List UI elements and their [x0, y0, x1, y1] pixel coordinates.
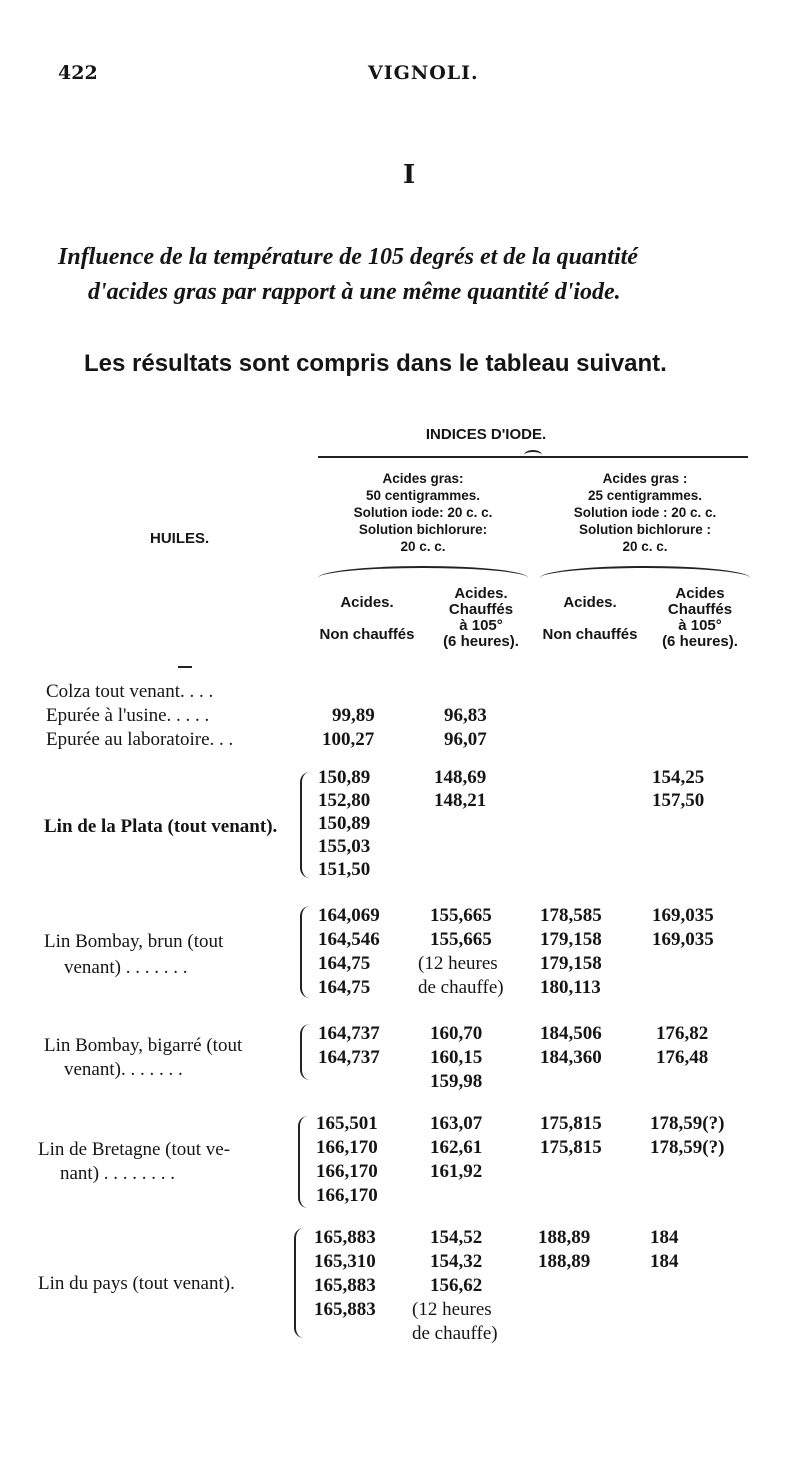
plata-col1: 150,89 152,80 150,89 155,03 151,50 — [318, 767, 371, 880]
running-title: VIGNOLI. — [368, 62, 479, 84]
super-brace-left — [318, 456, 533, 466]
bombay-bigarre-col4: 176,82 176,48 — [656, 1023, 709, 1068]
bombay-brun-col4: 169,035 169,035 — [652, 905, 714, 950]
bretagne-col2: 163,07 162,61 161,92 — [430, 1113, 483, 1182]
brace-pays — [294, 1228, 308, 1338]
super-brace-tip — [524, 450, 542, 460]
group-brace-1 — [318, 566, 528, 578]
oil-label-bretagne-2: nant) . . . . . . . . — [60, 1163, 176, 1184]
header-rule — [178, 666, 192, 668]
bombay-brun-col2: 155,665 155,665 (12 heures de chauffe) — [418, 905, 504, 998]
bombay-bigarre-col1: 164,737 164,737 — [318, 1023, 380, 1068]
oil-label-pays: Lin du pays (tout venant). — [38, 1273, 235, 1294]
value-cell: 96,07 — [444, 729, 487, 750]
oil-label-colza-labo: Epurée au laboratoire. . . — [46, 729, 234, 750]
pays-col3: 188,89 188,89 — [538, 1227, 591, 1272]
section-title-line2: d'acides gras par rapport à une même quantité d'iode. — [88, 279, 621, 305]
oil-label-bretagne: Lin de Bretagne (tout ve- — [38, 1139, 231, 1160]
col-header-2: Acides. Chauffés à 105° (6 heures). — [443, 585, 519, 650]
pays-col2: 154,52 154,32 156,62 (12 heures de chauffe) — [412, 1227, 498, 1344]
oil-label-bombay-bigarre-2: venant). . . . . . . — [64, 1059, 183, 1080]
value-cell: 99,89 — [332, 705, 375, 726]
bretagne-col3: 175,815 175,815 — [540, 1113, 602, 1158]
pays-col4: 184 184 — [650, 1227, 679, 1272]
group-header-25cg: Acides gras : 25 centigrammes. Solution iode : 20 c. c. Solution bichlorure : 20 c. c. — [573, 471, 717, 554]
brace-bombay-brun — [300, 906, 314, 998]
value-cell: 100,27 — [322, 729, 375, 750]
intro-sentence: Les résultats sont compris dans le tableau suivant. — [84, 350, 667, 377]
bombay-brun-col1: 164,069 164,546 164,75 164,75 — [318, 905, 380, 998]
group-brace-2 — [540, 566, 750, 578]
super-header: INDICES D'IODE. — [425, 426, 547, 443]
value-cell: 96,83 — [444, 705, 487, 726]
oil-label-bombay-brun: Lin Bombay, brun (tout — [44, 931, 224, 952]
row-header-huiles: HUILES. — [150, 530, 210, 547]
plata-col4: 154,25 157,50 — [652, 767, 705, 811]
bretagne-col4: 178,59(?) 178,59(?) — [650, 1113, 725, 1158]
super-brace-right — [533, 456, 748, 466]
page-number: 422 — [58, 62, 98, 84]
section-numeral: I — [403, 160, 416, 190]
plata-col2: 148,69 148,21 — [434, 767, 487, 811]
bombay-bigarre-col3: 184,506 184,360 — [540, 1023, 602, 1068]
oil-label-plata: Lin de la Plata (tout venant). — [44, 816, 278, 837]
oil-label-colza-usine: Epurée à l'usine. . . . . — [46, 705, 210, 726]
section-title-line1: Influence de la température de 105 degrés et de la quantité — [58, 244, 638, 270]
brace-bretagne — [298, 1116, 312, 1208]
bombay-brun-col3: 178,585 179,158 179,158 180,113 — [540, 905, 602, 998]
brace-plata — [300, 772, 314, 878]
col-header-3: Acides. Non chauffés — [542, 594, 638, 643]
pays-col1: 165,883 165,310 165,883 165,883 — [314, 1227, 376, 1320]
bombay-bigarre-col2: 160,70 160,15 159,98 — [430, 1023, 483, 1092]
bretagne-col1: 165,501 166,170 166,170 166,170 — [316, 1113, 378, 1206]
oil-label-bombay-brun-2: venant) . . . . . . . — [64, 957, 188, 978]
col-header-1: Acides. Non chauffés — [319, 594, 415, 643]
oil-label-bombay-bigarre: Lin Bombay, bigarré (tout — [44, 1035, 243, 1056]
brace-bombay-bigarre — [300, 1024, 314, 1080]
oil-label-colza: Colza tout venant. . . . — [46, 681, 214, 702]
col-header-4: Acides Chauffés à 105° (6 heures). — [662, 585, 738, 650]
group-header-50cg: Acides gras: 50 centigrammes. Solution iode: 20 c. c. Solution bichlorure: 20 c. c. — [353, 471, 493, 554]
